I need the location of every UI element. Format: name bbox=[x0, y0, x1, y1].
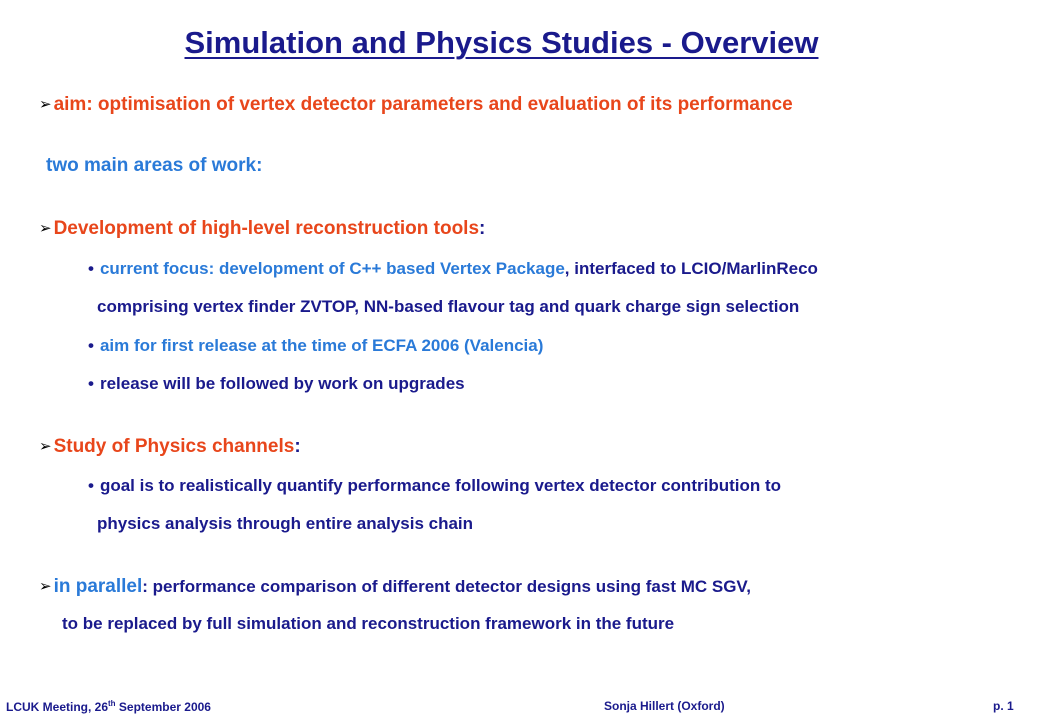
section1-heading-text: Development of high-level reconstruction tools bbox=[53, 218, 480, 239]
section3-heading: in parallel bbox=[53, 576, 143, 597]
footer-page-number: p. 1 bbox=[993, 699, 1014, 713]
arrow-icon: ➢ bbox=[39, 438, 52, 455]
section1-bullet1-part-a: current focus: development of C++ based Vertex Package bbox=[99, 259, 565, 278]
bullet-icon: • bbox=[88, 476, 94, 495]
section2-heading bbox=[39, 436, 301, 458]
section1-heading-suffix: : bbox=[479, 218, 486, 239]
section1-bullet2-text: aim for first release at the time of ECFA 2006 (Valencia) bbox=[99, 336, 544, 355]
section1-heading bbox=[39, 218, 485, 240]
slide-title: Simulation and Physics Studies - Overview bbox=[184, 25, 819, 60]
section1-bullet1-continuation: comprising vertex finder ZVTOP, NN-based flavour tag and quark charge sign selection bbox=[97, 297, 800, 316]
footer-meeting-prefix: LCUK Meeting, 26 bbox=[6, 700, 109, 714]
arrow-icon: ➢ bbox=[39, 96, 52, 113]
section3-line bbox=[39, 576, 751, 598]
section1-bullet2 bbox=[88, 336, 543, 356]
arrow-icon: ➢ bbox=[39, 578, 52, 595]
section1-bullet3-text: release will be followed by work on upgrades bbox=[99, 374, 465, 393]
section2-bullet1 bbox=[88, 476, 781, 496]
bullet-icon: • bbox=[88, 259, 94, 278]
section1-bullet1 bbox=[88, 259, 818, 279]
section2-bullet1-text: goal is to realistically quantify performance following vertex detector contribution to bbox=[99, 476, 782, 495]
footer-meeting-sup: th bbox=[108, 699, 116, 708]
section1-bullet1-part-b: , interfaced to LCIO/MarlinReco bbox=[564, 259, 818, 278]
bullet-icon: • bbox=[88, 374, 94, 393]
section3-continuation: to be replaced by full simulation and reconstruction framework in the future bbox=[62, 614, 675, 633]
footer-meeting bbox=[6, 699, 211, 714]
section2-heading-suffix: : bbox=[294, 436, 301, 457]
section2-bullet1-continuation: physics analysis through entire analysis chain bbox=[97, 514, 474, 533]
arrow-icon: ➢ bbox=[39, 220, 52, 237]
aim-text: aim: optimisation of vertex detector parameters and evaluation of its performance bbox=[53, 94, 793, 115]
footer-author: Sonja Hillert (Oxford) bbox=[604, 699, 725, 713]
bullet-icon: • bbox=[88, 336, 94, 355]
footer-meeting-suffix: September 2006 bbox=[115, 700, 211, 714]
section1-bullet3 bbox=[88, 374, 465, 394]
two-areas-text: two main areas of work: bbox=[46, 155, 263, 176]
section2-heading-text: Study of Physics channels bbox=[53, 436, 295, 457]
aim-line bbox=[39, 94, 793, 116]
section3-text: : performance comparison of different detector designs using fast MC SGV, bbox=[142, 577, 751, 596]
